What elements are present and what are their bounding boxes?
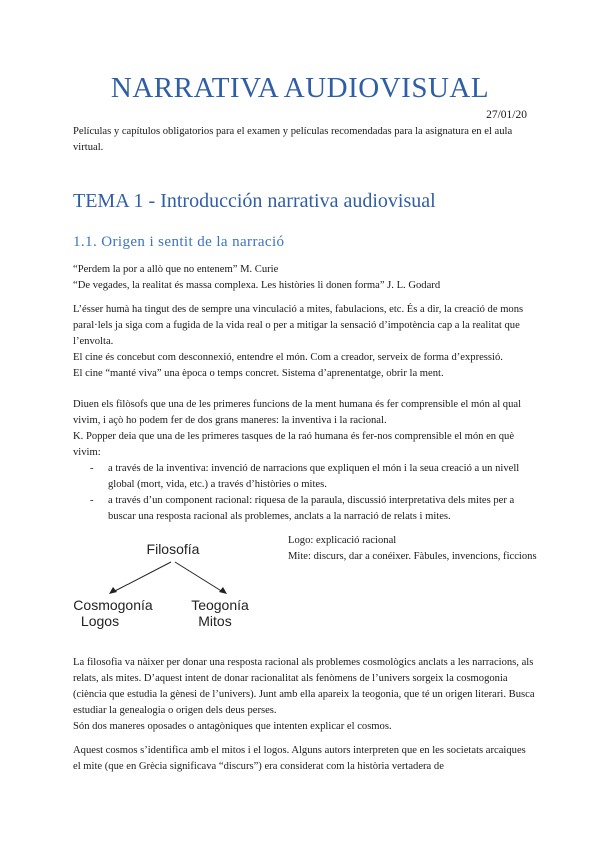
list-item: - a través d’un component racional: riquesa de la paraula, discussió interpretativa dels mites per a buscar una resposta racional als problemes, anclats a la narració de relats i mites.	[73, 493, 535, 525]
subsection-heading: 1.1. Origen i sentit de la narració	[73, 234, 285, 250]
quotes-block	[73, 262, 535, 294]
definition-mite: Mite: discurs, dar a conéixer. Fàbules, invencions, ficcions	[288, 551, 537, 562]
diagram-root-label: Filosofía	[146, 541, 200, 557]
definitions-block	[288, 533, 538, 565]
paragraph-text: La filosofia va nàixer per donar una resposta racional als problemes cosmològics anclats a les narracions, als relats, als mites. D’aquest intent de donar racionalitat als fenòmens de l’univers sorgeix la cosmogonia (ciència que estudia la gènesi de l’univers). Junt amb ella apareix la teogonia, que té un origen literari. Busca estudiar la genealogia o origen dels deus perses.	[73, 657, 535, 716]
document-date: 27/01/20	[486, 109, 527, 121]
diagram-right-label-1: Teogonía	[191, 597, 249, 613]
paragraph-text: Diuen els filòsofs que una de les primeres funcions de la ment humana és fer comprensible el món al qual vivim, i açò ho podem fer de dos grans maneres: la inventiva i la racional.	[73, 399, 522, 426]
paragraph-text: El cine és concebut com desconnexió, entendre el món. Com a creador, serveix de forma d’expressió.	[73, 352, 503, 363]
section-heading: TEMA 1 - Introducción narrativa audiovisual	[73, 190, 436, 212]
paragraph-4	[73, 743, 535, 775]
bullet-list	[73, 461, 535, 525]
definition-logo: Logo: explicació racional	[288, 535, 397, 546]
diagram-branch-left	[113, 562, 171, 592]
paragraph-text: Aquest cosmos s’identifica amb el mitos i el logos. Alguns autors interpreten que en les societats arcaiques el mite (que en Grècia significava “discurs”) era considerat com la història vertadera de	[73, 745, 526, 772]
list-item: - a través de la inventiva: invenció de narracions que expliquen el món i la seua creació a un nivell global (mort, vida, etc.) a través d’històries o mites.	[73, 461, 535, 493]
paragraph-2	[73, 397, 535, 525]
quote-godard: “De vegades, la realitat és massa complexa. Les històries li donen forma” J. L. Godard	[73, 280, 441, 291]
philosophy-diagram	[73, 538, 273, 638]
paragraph-text: L’ésser humà ha tingut des de sempre una vinculació a mites, fabulacions, etc. És a dir, la creació de mons paral·lels ja siga com a fugida de la vida real o per a mitigar la sensació d’impotència cap a la realitat que l’envolta.	[73, 304, 524, 347]
diagram-right-label-2: Mitos	[198, 613, 232, 629]
document-title: NARRATIVA AUDIOVISUAL	[110, 72, 490, 104]
paragraph-1	[73, 302, 535, 382]
quote-curie: “Perdem la por a allò que no entenem” M. Curie	[73, 264, 279, 275]
paragraph-text: Són dos maneres oposades o antagòniques que intenten explicar el cosmos.	[73, 721, 392, 732]
paragraph-text: El cine “manté viva” una època o temps concret. Sistema d’aprenentatge, obrir la ment.	[73, 368, 444, 379]
diagram-left-label-1: Cosmogonía	[73, 597, 153, 613]
diagram-branch-right	[175, 562, 223, 592]
diagram-left-label-2: Logos	[80, 613, 120, 629]
intro-note: Películas y capítulos obligatorios para el examen y películas recomendadas para la asignatura en el aula virtual.	[73, 126, 513, 153]
paragraph-text: K. Popper deia que una de les primeres tasques de la raó humana és fer-nos comprensible el món en què vivim:	[73, 431, 515, 458]
paragraph-3	[73, 655, 535, 735]
